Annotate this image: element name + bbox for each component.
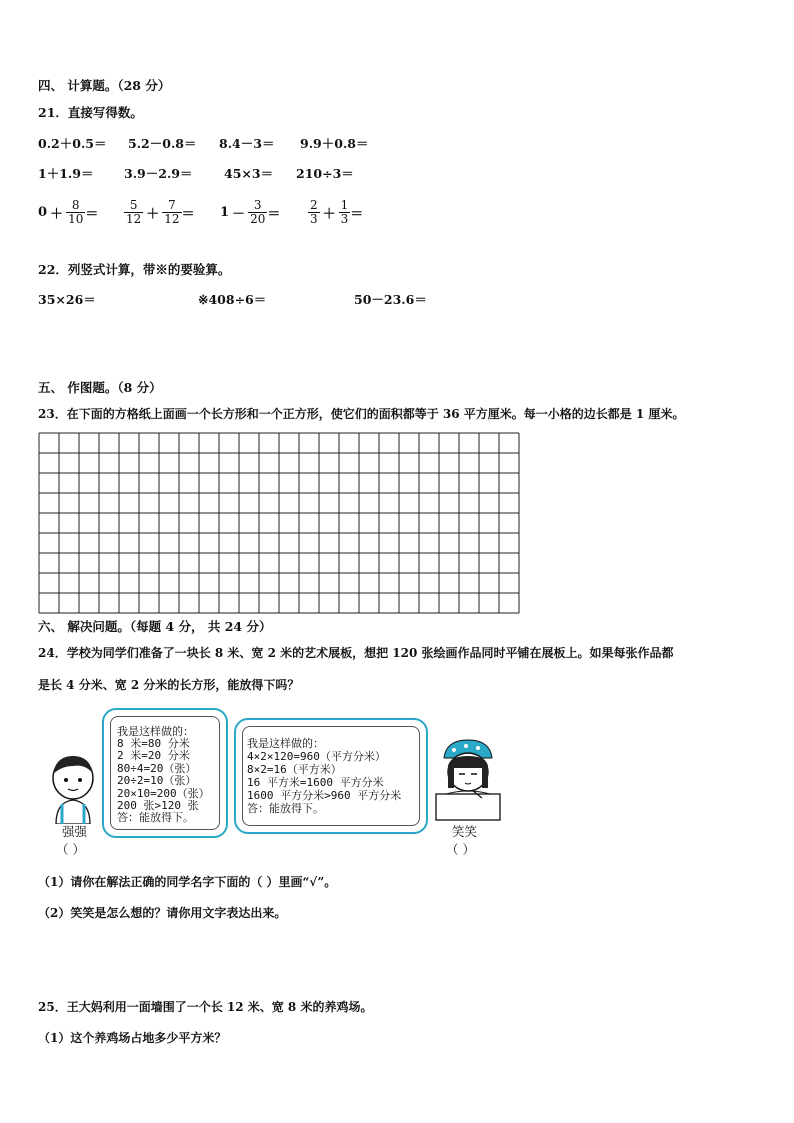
q24-title-line2: 是长 4 分米、宽 2 分米的长方形，能放得下吗？ bbox=[38, 678, 300, 692]
equals: ＝ bbox=[85, 206, 99, 222]
qiangqiang-line: 8 米=80 分米 bbox=[117, 737, 190, 750]
fraction: $\frac{7}{12}$ bbox=[164, 197, 180, 226]
q22-item-1: 35×26＝ bbox=[38, 292, 96, 307]
qiangqiang-name: 强强 bbox=[62, 824, 88, 839]
fraction: $\frac{8}{10}$ bbox=[68, 197, 84, 226]
qiangqiang-line: 20÷2=10（张） bbox=[117, 774, 197, 787]
q21-r2-c1: 1＋1.9＝ bbox=[38, 166, 94, 181]
operator: ＋ bbox=[50, 206, 64, 222]
fraction: $\frac{1}{3}$ bbox=[340, 197, 349, 226]
qiangqiang-line: 2 米=20 分米 bbox=[117, 749, 190, 762]
equals: ＝ bbox=[267, 206, 281, 222]
operator: － bbox=[232, 206, 246, 222]
xiaoxiao-line: 4×2×120=960（平方分米） bbox=[247, 750, 386, 763]
fraction: $\frac{3}{20}$ bbox=[250, 197, 266, 226]
qiangqiang-answer-paren[interactable]: （ ） bbox=[56, 842, 85, 857]
q21-r1-c4: 9.9＋0.8＝ bbox=[300, 136, 369, 151]
qiangqiang-line: 我是这样做的： bbox=[117, 725, 194, 738]
q21-r2-c2: 3.9－2.9＝ bbox=[124, 166, 193, 181]
q24-title-line1: 24．学校为同学们准备了一块长 8 米、宽 2 米的艺术展板，想把 120 张绘画作品同时平铺在展板上。如果每张作品都 bbox=[38, 646, 674, 660]
qiangqiang-line: 答：能放得下。 bbox=[117, 811, 194, 824]
q25-title: 25．王大妈利用一面墙围了一个长 12 米、宽 8 米的养鸡场。 bbox=[38, 1000, 373, 1014]
qiangqiang-line: 20×10=200（张） bbox=[117, 787, 210, 800]
operator: ＋ bbox=[146, 206, 160, 222]
q21-r2-c4: 210÷3＝ bbox=[296, 166, 354, 181]
q21-r3-c4 bbox=[308, 192, 363, 232]
xiaoxiao-name: 笑笑 bbox=[452, 824, 478, 839]
q25-sub1: （1）这个养鸡场占地多少平方米？ bbox=[38, 1031, 227, 1045]
q24-sub2: （2）笑笑是怎么想的？请你用文字表达出来。 bbox=[38, 906, 287, 920]
operand: 1 bbox=[220, 204, 230, 220]
xiaoxiao-line: 我是这样做的： bbox=[247, 737, 324, 750]
q21-r1-c3: 8.4－3＝ bbox=[219, 136, 275, 151]
section-5-heading: 五、 作图题。（8 分） bbox=[38, 380, 162, 395]
boy-illustration bbox=[42, 752, 104, 824]
fraction: $\frac{2}{3}$ bbox=[310, 197, 318, 226]
xiaoxiao-line: 8×2=16（平方米） bbox=[247, 763, 342, 776]
q21-r2-c3: 45×3＝ bbox=[224, 166, 274, 181]
q21-r3-c1 bbox=[38, 192, 98, 232]
q23-title: 23．在下面的方格纸上面画一个长方形和一个正方形，使它们的面积都等于 36 平方厘米。每一小格的边长都是 1 厘米。 bbox=[38, 407, 685, 421]
girl-illustration bbox=[432, 736, 504, 824]
section-6-heading: 六、 解决问题。（每题 4 分， 共 24 分） bbox=[38, 619, 272, 634]
operator: ＋ bbox=[322, 206, 336, 222]
q21-title: 21．直接写得数。 bbox=[38, 105, 143, 120]
xiaoxiao-line: 16 平方米=1600 平方分米 bbox=[247, 776, 384, 789]
operand: 0 bbox=[38, 204, 48, 220]
equals: ＝ bbox=[181, 206, 195, 222]
qiangqiang-line: 80÷4=20（张） bbox=[117, 762, 197, 775]
q21-r1-c2: 5.2－0.8＝ bbox=[128, 136, 197, 151]
xiaoxiao-line: 答：能放得下。 bbox=[247, 802, 324, 815]
q21-r3-c3 bbox=[220, 192, 280, 232]
q21-r1-c1: 0.2＋0.5＝ bbox=[38, 136, 107, 151]
q22-title: 22．列竖式计算，带※的要验算。 bbox=[38, 262, 231, 277]
xiaoxiao-line: 1600 平方分米>960 平方分米 bbox=[247, 789, 402, 802]
q24-sub1: （1）请你在解法正确的同学名字下面的（ ）里画“√”。 bbox=[38, 875, 337, 889]
q22-item-2: ※408÷6＝ bbox=[198, 292, 267, 307]
qiangqiang-line: 200 张>120 张 bbox=[117, 799, 199, 812]
grid-paper[interactable] bbox=[38, 432, 522, 614]
q22-item-3: 50－23.6＝ bbox=[354, 292, 427, 307]
q21-r3-c2 bbox=[124, 192, 195, 232]
xiaoxiao-answer-paren[interactable]: （ ） bbox=[446, 842, 475, 857]
fraction: $\frac{5}{12}$ bbox=[126, 197, 142, 226]
section-4-heading: 四、 计算题。（28 分） bbox=[38, 78, 171, 93]
equals: ＝ bbox=[350, 206, 364, 222]
